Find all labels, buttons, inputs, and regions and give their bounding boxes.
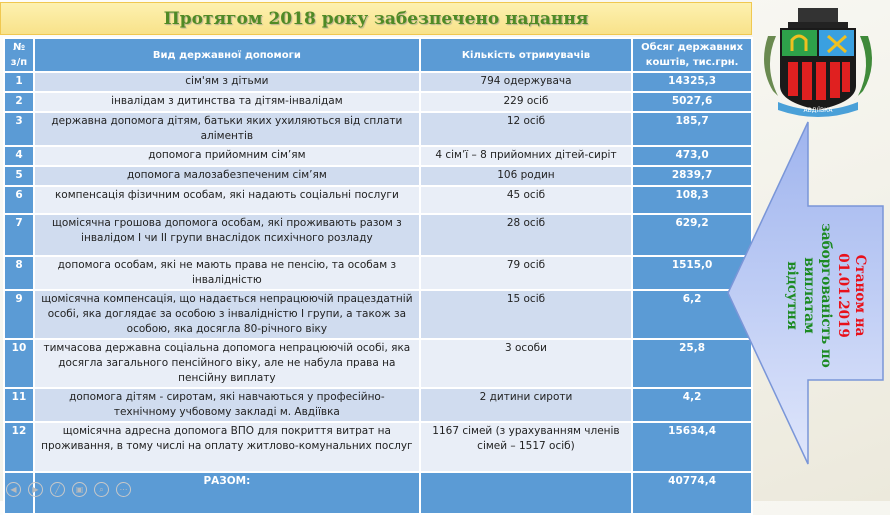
table-row [4,186,752,214]
table-row [4,388,752,422]
assistance-type: допомога малозабезпеченим сім’ям [34,166,420,186]
recipients-count: 794 одержувача [420,72,632,92]
next-icon[interactable]: ▶ [28,482,43,497]
header-amount: Обсяг державних коштів, тис.грн. [632,38,752,72]
recipients-count: 2 дитини сироти [420,388,632,422]
callout-line: Станом на [851,254,868,336]
table-row [4,339,752,388]
pen-icon[interactable]: ╱ [50,482,65,497]
total-label: РАЗОМ: [34,472,420,514]
table-row [4,72,752,92]
row-number: 7 [4,214,34,256]
svg-text:АВДІЇВКА: АВДІЇВКА [803,107,833,114]
recipients-count: 229 осіб [420,92,632,112]
assistance-type: допомога особам, які не мають права не пенсію, та особам з інвалідністю [34,256,420,290]
table-header [4,38,752,72]
row-number: 4 [4,146,34,166]
recipients-count: 4 сім’ї – 8 прийомних дітей-сиріт [420,146,632,166]
recipients-count: 12 осіб [420,112,632,146]
amount: 6,2 [632,290,752,339]
total-amount: 40774,4 [632,472,752,514]
assistance-type: інвалідам з дитинства та дітям-інвалідам [34,92,420,112]
assistance-type: тимчасова державна соціальна допомога непрацюючій особі, яка досягла загального пенсійного віку, але не набула права на пенсійну виплату [34,339,420,388]
recipients-count: 45 осіб [420,186,632,214]
row-number: 10 [4,339,34,388]
recipients-count: 1167 сімей (з урахуванням членів сімей – 1517 осіб) [420,422,632,472]
slide-title-bar [0,2,752,35]
row-number: 9 [4,290,34,339]
amount: 15634,4 [632,422,752,472]
row-number: 5 [4,166,34,186]
callout-line: заборгованість по [817,222,834,368]
row-number: 3 [4,112,34,146]
callout-date: 01.01.2019 [834,252,851,338]
header-count: Кількість отримувачів [420,38,632,72]
row-number: 2 [4,92,34,112]
table-row [4,422,752,472]
assistance-type: допомога прийомним сім’ям [34,146,420,166]
recipients-count: 3 особи [420,339,632,388]
table-row [4,256,752,290]
assistance-type: допомога дітям - сиротам, які навчаються у професійно-технічному учбовому закладі м. Авдіївка [34,388,420,422]
table-row [4,214,752,256]
zoom-icon[interactable]: ⌕ [94,482,109,497]
total-count [420,472,632,514]
row-number: 1 [4,72,34,92]
slideshow-controls [6,482,131,497]
callout-line: відсутня [783,260,800,330]
amount: 5027,6 [632,92,752,112]
recipients-count: 79 осіб [420,256,632,290]
amount: 185,7 [632,112,752,146]
assistance-type: щомісячна адресна допомога ВПО для покриття витрат на проживання, в тому числі на оплату житлово-комунальних послуг [34,422,420,472]
assistance-type: сім'ям з дітьми [34,72,420,92]
assistance-type: щомісячна компенсація, що надається непрацюючій працездатній особі, яка доглядає за особою з інвалідністю І групи, а також за особою, яка досягла 80-річного віку [34,290,420,339]
row-number: 12 [4,422,34,472]
assistance-type: державна допомога дітям, батьки яких ухиляються від сплати аліментів [34,112,420,146]
table-row [4,146,752,166]
amount: 25,8 [632,339,752,388]
recipients-count: 28 осіб [420,214,632,256]
table-row [4,290,752,339]
assistance-type: щомісячна грошова допомога особам, які проживають разом з інвалідом І чи ІІ групи внаслідок психічного розладу [34,214,420,256]
table-row [4,166,752,186]
row-number: 8 [4,256,34,290]
amount: 4,2 [632,388,752,422]
callout-text [770,190,880,400]
amount: 108,3 [632,186,752,214]
header-type: Вид державної допомоги [34,38,420,72]
city-emblem [758,6,878,118]
assistance-table [3,37,753,515]
amount: 14325,3 [632,72,752,92]
amount: 473,0 [632,146,752,166]
table-row [4,112,752,146]
row-number: 11 [4,388,34,422]
recipients-count: 15 осіб [420,290,632,339]
assistance-type: компенсація фізичним особам, які надають соціальні послуги [34,186,420,214]
table-row [4,92,752,112]
recipients-count: 106 родин [420,166,632,186]
previous-icon[interactable]: ◀ [6,482,21,497]
row-number: 6 [4,186,34,214]
slide-title: Протягом 2018 року забезпечено надання [163,8,589,29]
slides-icon[interactable]: ▣ [72,482,87,497]
amount: 629,2 [632,214,752,256]
more-icon[interactable]: ⋯ [116,482,131,497]
amount: 1515,0 [632,256,752,290]
callout-line: виплатам [800,256,817,334]
amount: 2839,7 [632,166,752,186]
header-num: № з/п [4,38,34,72]
